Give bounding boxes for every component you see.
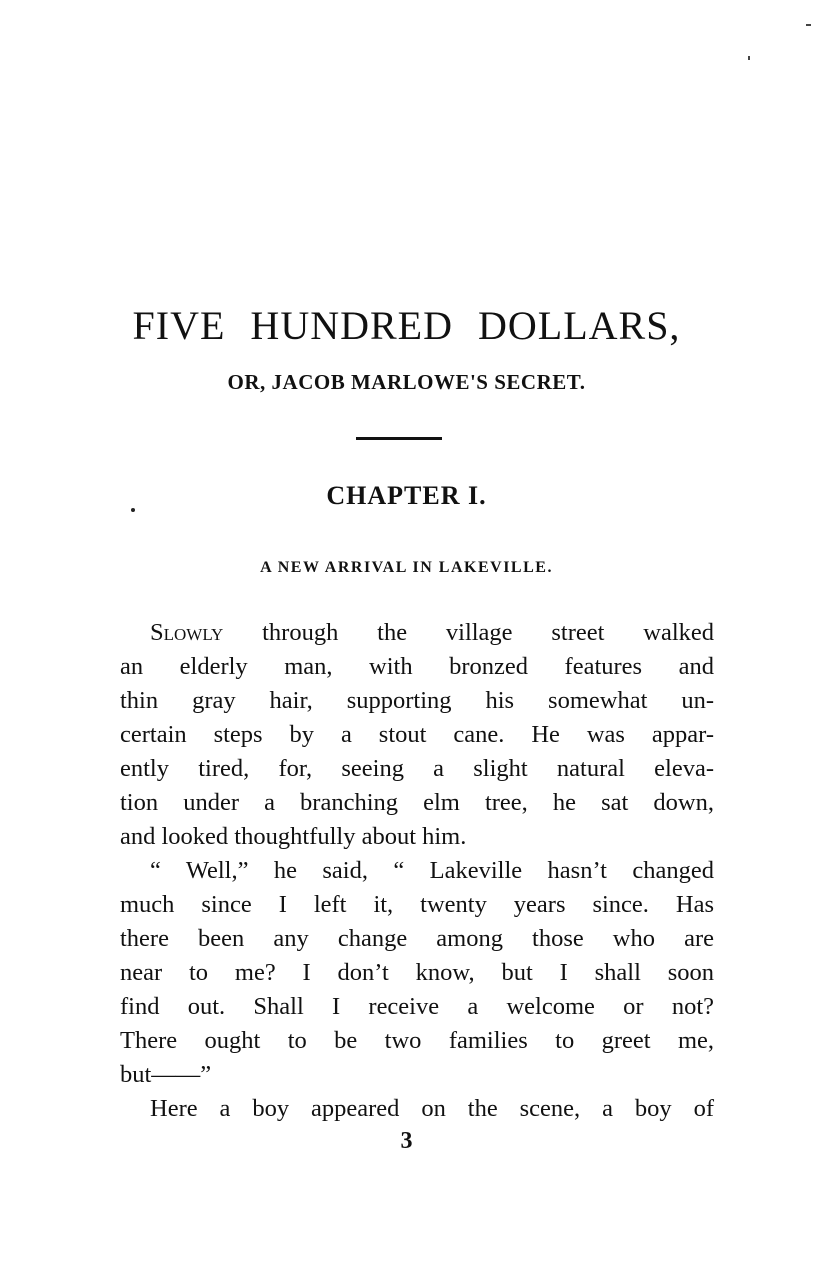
- text-line: There ought to be two families to greet me,: [120, 1027, 714, 1054]
- chapter-heading: CHAPTER I.: [326, 481, 487, 510]
- text-line: near to me? I don’t know, but I shall soon: [120, 959, 714, 986]
- text-line: Slowly through the village street walked: [150, 619, 714, 646]
- text-line: certain steps by a stout cane. He was appar-: [120, 721, 714, 748]
- text-line: ently tired, for, seeing a slight natural eleva-: [120, 755, 714, 782]
- paragraph-1: [90, 616, 714, 854]
- page-number: 3: [400, 1128, 413, 1154]
- text-line: thin gray hair, supporting his somewhat un-: [120, 687, 714, 714]
- paragraph-3: [90, 1092, 714, 1126]
- book-title: FIVE HUNDRED DOLLARS,: [132, 303, 681, 348]
- scan-speck: [748, 56, 750, 60]
- body-text: [90, 616, 714, 1126]
- text-line: but——”: [120, 1061, 212, 1088]
- scan-speck: [806, 24, 811, 26]
- paragraph-2: [90, 854, 714, 1092]
- text-line: find out. Shall I receive a welcome or not?: [120, 993, 714, 1020]
- text-line: an elderly man, with bronzed features and: [120, 653, 714, 680]
- book-subtitle: OR, JACOB MARLOWE'S SECRET.: [227, 370, 586, 394]
- drop-word: Slowly: [150, 619, 224, 646]
- text-line: Here a boy appeared on the scene, a boy of: [150, 1095, 714, 1122]
- text-line: and looked thoughtfully about him.: [120, 823, 467, 850]
- text-line: there been any change among those who are: [120, 925, 714, 952]
- chapter-title: A NEW ARRIVAL IN LAKEVILLE.: [260, 559, 553, 576]
- text-line: much since I left it, twenty years since. Has: [120, 891, 714, 918]
- title-divider: [356, 437, 442, 440]
- text-line: “ Well,” he said, “ Lakeville hasn’t changed: [150, 857, 714, 884]
- text-line: tion under a branching elm tree, he sat down,: [120, 789, 714, 816]
